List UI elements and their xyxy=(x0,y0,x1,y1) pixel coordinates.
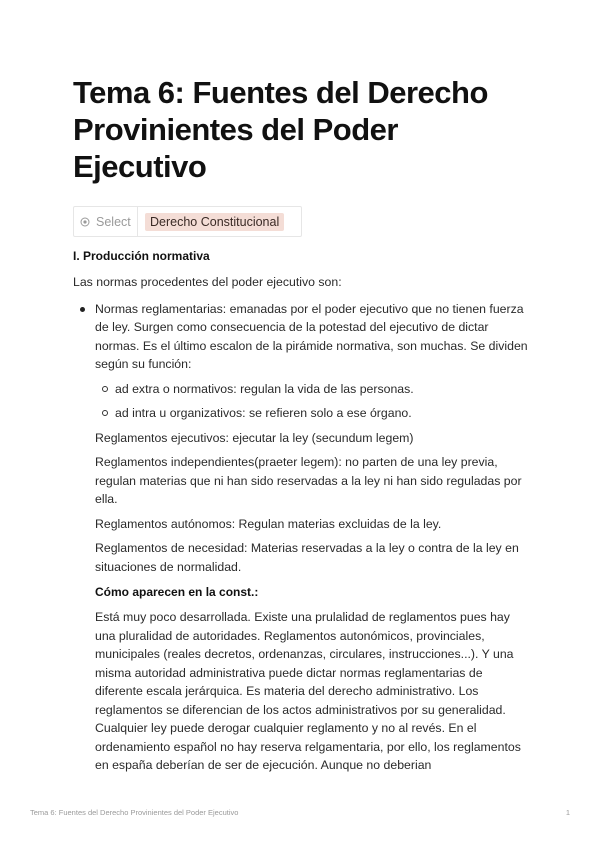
paragraph: Reglamentos ejecutivos: ejecutar la ley (secundum legem) xyxy=(95,430,414,445)
footer-title: Tema 6: Fuentes del Derecho Provinientes del Poder Ejecutivo xyxy=(30,808,239,817)
subheading: Cómo aparecen en la const.: xyxy=(95,585,259,599)
property-tag[interactable]: Derecho Constitucional xyxy=(145,213,284,231)
page-footer xyxy=(30,808,570,817)
page-title: Tema 6: Fuentes del Derecho Provinientes del Poder Ejecutivo xyxy=(73,75,488,184)
property-key-label: Select xyxy=(96,214,131,229)
long-paragraph: Está muy poco desarrollada. Existe una prulalidad de reglamentos pues hay una pluralidad de autoridades. Reglamentos autonómicos, provinciales, municipales (reales decretos, ordenanzas, circulares, instrucciones...). Y una misma autoridad administrativa puede dictar normas reglamentarias de diferente escala jerárquica. Es materia del derecho administrativo. Los reglamentos se diferencian de los actos administrativos por su generalidad. Cualquier ley puede derogar cualquier reglamento y no al revés. En el ordenamiento español no hay reserva relgamentaria, por ello, los reglamentos en españa deberían de ser de ejecución. Aunque no deberian xyxy=(95,610,521,772)
select-icon xyxy=(80,217,90,227)
content xyxy=(73,247,533,775)
section-heading: I. Producción normativa xyxy=(73,249,210,263)
property-key xyxy=(74,207,138,236)
page-number: 1 xyxy=(565,808,570,817)
intro-paragraph: Las normas procedentes del poder ejecutivo son: xyxy=(73,275,342,289)
property-row[interactable] xyxy=(73,206,302,237)
bullet-item: Normas reglamentarias: emanadas por el poder ejecutivo que no tienen fuerza de ley. Surgen como consecuencia de la potestad del ejecutivo de dictar normas. Es el último escalon de la pirámide normativa, son muchas. Se dividen según su función: xyxy=(73,300,533,374)
paragraph: Reglamentos de necesidad: Materias reservadas a la ley o contra de la ley en situaciones de normalidad. xyxy=(95,541,519,574)
paragraph: Reglamentos autónomos: Regulan materias excluidas de la ley. xyxy=(95,516,442,531)
paragraph: Reglamentos independientes(praeter legem): no parten de una ley previa, regulan materias que ni han sido reservadas a la ley ni han sido reguladas por ella. xyxy=(95,455,522,506)
sub-list-item: ad intra u organizativos: se refieren solo a ese órgano. xyxy=(73,404,533,423)
sub-list-item: ad extra o normativos: regulan la vida de las personas. xyxy=(73,380,533,399)
